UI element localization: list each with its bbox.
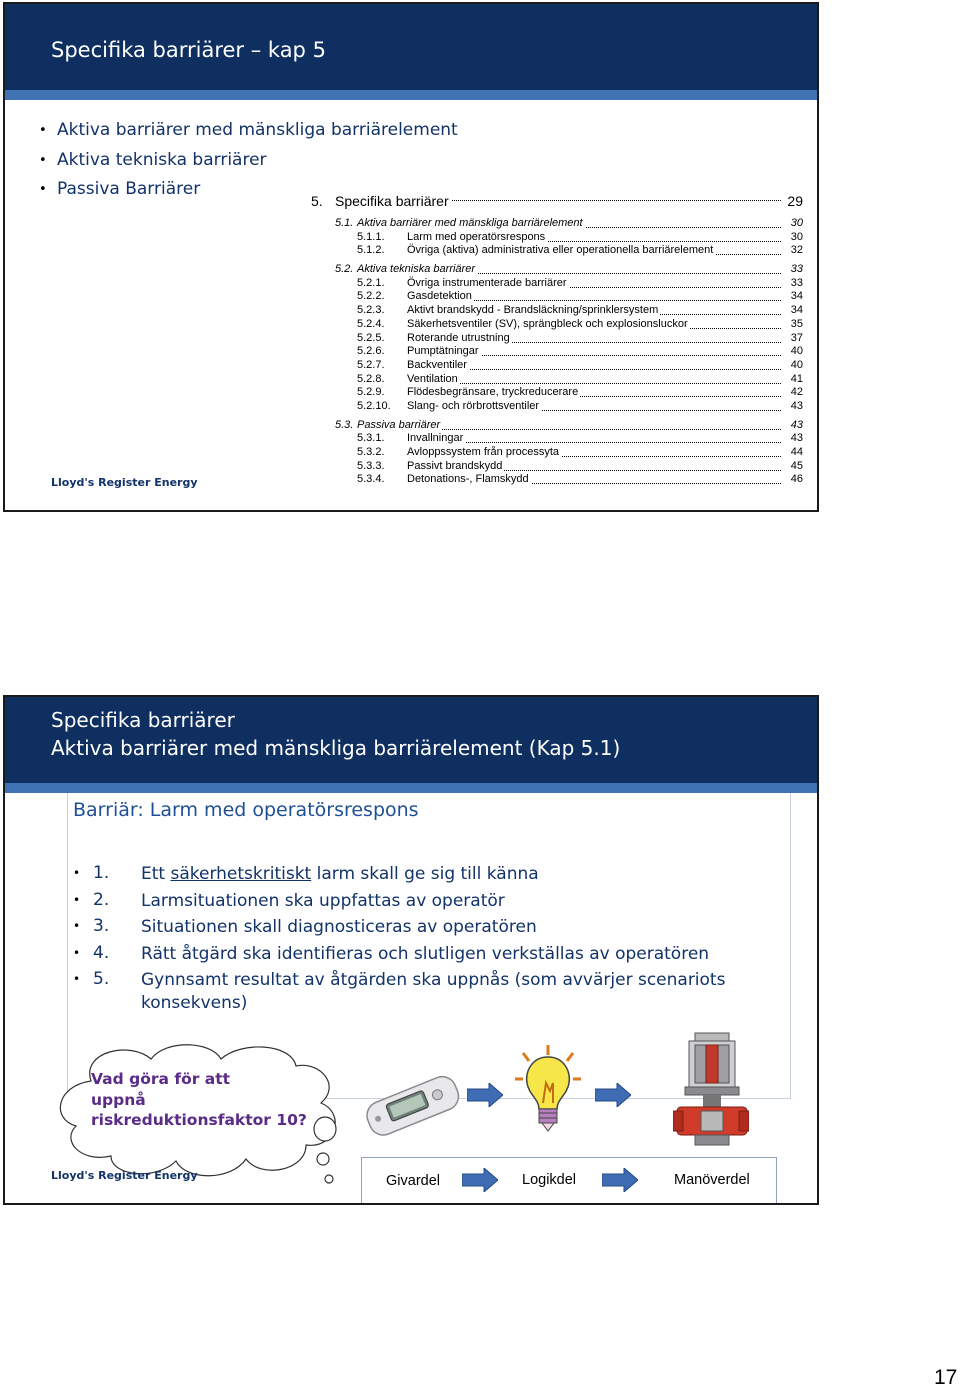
toc-text: Pumptätningar (407, 345, 479, 358)
toc-number: 5.1.1. (357, 230, 385, 243)
toc-page: 30 (790, 230, 803, 243)
toc-page: 30 (790, 217, 803, 229)
slide-2-header (5, 697, 817, 783)
header-strip (5, 783, 817, 793)
manoverdel-label: Manöverdel (674, 1172, 750, 1188)
toc-text: Övriga (aktiva) administrativa eller operationella barriärelement (407, 244, 714, 257)
toc-chapter (307, 190, 803, 212)
toc-page: 41 (790, 372, 803, 385)
toc-page: 40 (790, 345, 803, 358)
toc-number: 5.3.2. (357, 446, 385, 458)
item-text-pre: Ett (141, 864, 171, 884)
toc-page: 43 (790, 399, 803, 412)
toc-page: 34 (790, 290, 803, 303)
toc-text: Avloppssystem från processyta (407, 446, 560, 458)
slide-2-title-line-1: Specifika barriärer (51, 708, 235, 732)
toc-text: Ventilation (407, 372, 458, 385)
toc-item (307, 400, 803, 414)
list-item (73, 939, 761, 966)
logikdel-label: Logikdel (522, 1172, 577, 1188)
arrow-right-icon (595, 1083, 631, 1107)
slide-2-subtitle: Barriär: Larm med operatörsrespons (73, 799, 419, 821)
toc-text: Larm med operatörsrespons (407, 230, 546, 243)
toc-item (307, 318, 803, 332)
toc-number: 5.2.4. (357, 317, 385, 330)
cloud-line: uppnå (91, 1090, 146, 1109)
bullet-dot: • (73, 972, 81, 986)
toc-number: 5.2.6. (357, 345, 385, 358)
toc-number: 5.3. (335, 418, 354, 431)
toc-number: 5.2.8. (357, 372, 385, 385)
page-number: 17 (934, 1366, 958, 1389)
bullet-dot: • (73, 919, 81, 933)
toc-number: 5.2.2. (357, 290, 385, 303)
item-text-pre: Situationen skall diagnosticeras av operatören (141, 917, 537, 937)
slide-1 (3, 2, 819, 512)
list-item (73, 912, 761, 939)
toc-number: 5.2.7. (357, 358, 385, 371)
list-item (73, 859, 761, 886)
arrow-right-icon (602, 1168, 638, 1192)
toc-item (307, 373, 803, 387)
slide-2-title (51, 706, 620, 762)
toc-item (307, 386, 803, 400)
bullet-dot: • (73, 892, 81, 907)
slide-1-title: Specifika barriärer – kap 5 (51, 38, 326, 62)
toc-text: Övriga instrumenterade barriärer (407, 276, 567, 289)
toc-number: 5.1.2. (357, 244, 385, 257)
toc-text: Invallningar (407, 432, 464, 445)
item-number: 1. (93, 863, 110, 883)
bullet-item: • Aktiva barriärer med mänskliga barriärelement (39, 116, 458, 146)
safety-chain-box (361, 1157, 777, 1205)
list-item (73, 886, 761, 913)
header-strip (5, 90, 817, 100)
toc-item (307, 432, 803, 446)
item-text-underlined: säkerhetskritiskt (170, 864, 312, 884)
toc-number: 5.2.9. (357, 386, 385, 399)
toc-section (307, 217, 803, 231)
item-text-pre: Larmsituationen ska uppfattas av operatör (141, 890, 505, 911)
toc-page: 32 (790, 244, 803, 257)
toc-number: 5.3.1. (357, 432, 385, 445)
toc-page: 33 (790, 276, 803, 289)
toc-page: 34 (790, 304, 803, 317)
toc-number: 5.2.1. (357, 276, 385, 289)
slide-1-header (5, 4, 817, 90)
toc-number: 5.2. (335, 263, 354, 276)
bullet-dot: • (73, 866, 81, 880)
numbered-list (73, 859, 761, 1014)
toc-number: 5.3.4. (357, 473, 385, 486)
toc-page: 46 (790, 473, 803, 486)
toc-number: 5.2.3. (357, 304, 385, 317)
item-number: 5. (93, 969, 110, 989)
cloud-question (91, 1069, 307, 1131)
toc-section (307, 263, 803, 277)
toc-page: 29 (787, 193, 803, 209)
toc-page: 35 (790, 317, 803, 330)
item-number: 3. (93, 916, 110, 936)
toc-item (307, 332, 803, 346)
valve-actuator-icon (673, 1031, 749, 1147)
toc-number: 5. (311, 193, 323, 209)
arrow-right-icon (467, 1083, 503, 1107)
givardel-label: Givardel (386, 1173, 440, 1189)
toc-text: Säkerhetsventiler (SV), sprängbleck och explosionsluckor (407, 317, 688, 330)
toc-number: 5.1. (335, 217, 354, 229)
toc-item (307, 244, 803, 258)
toc-page: 40 (790, 358, 803, 371)
toc-text: Aktiva tekniska barriärer (357, 263, 475, 276)
toc-number: 5.2.10. (357, 399, 391, 412)
item-text-pre: Rätt åtgärd ska identifieras och slutligen verkställas av operatören (141, 943, 710, 964)
item-text-pre: Gynnsamt resultat av åtgärden ska uppnås (som avvärjer scenariots konsekvens) (141, 970, 726, 1013)
toc-text: Gasdetektion (407, 290, 472, 303)
item-text (141, 939, 761, 966)
toc-text: Passiva barriärer (357, 418, 441, 431)
toc-page: 45 (790, 459, 803, 472)
cloud-line: riskreduktionsfaktor 10? (91, 1111, 307, 1129)
toc-section (307, 419, 803, 433)
item-number: 4. (93, 942, 110, 963)
slide-2 (3, 695, 819, 1205)
toc-text: Roterande utrustning (407, 331, 510, 344)
toc-text: Passivt brandskydd (407, 459, 503, 472)
toc-item (307, 345, 803, 359)
slide-2-title-line-2: Aktiva barriärer med mänskliga barriärelement (Kap 5.1) (51, 736, 621, 760)
toc-text: Backventiler (407, 358, 467, 371)
toc-item (307, 277, 803, 291)
toc-item (307, 359, 803, 373)
toc-page: 42 (790, 386, 803, 399)
bullet-dot: • (73, 945, 81, 960)
light-bulb-icon (513, 1043, 583, 1139)
toc-page: 33 (790, 263, 803, 276)
bullet-item: • Aktiva tekniska barriärer (39, 146, 458, 176)
toc-item (307, 304, 803, 318)
toc-page: 37 (790, 331, 803, 344)
toc-item (307, 446, 803, 460)
toc-page: 43 (790, 432, 803, 445)
arrow-right-icon (462, 1168, 498, 1192)
toc-text: Slang- och rörbrottsventiler (407, 399, 540, 412)
toc-text: Specifika barriärer (335, 190, 451, 212)
toc-text: Flödesbegränsare, tryckreducerare (407, 386, 579, 399)
item-text-post: larm skall ge sig till känna (311, 864, 539, 884)
item-number: 2. (93, 889, 110, 910)
toc-text: Detonations-, Flamskydd (407, 473, 529, 486)
toc-item (307, 231, 803, 245)
toc-item (307, 460, 803, 474)
toc-number: 5.2.5. (357, 331, 385, 344)
slide-2-footer: Lloyd's Register Energy (51, 1169, 198, 1182)
table-of-contents-image (307, 190, 803, 487)
bullet-item: • Passiva Barriärer (39, 175, 458, 205)
gas-detector-icon (357, 1059, 467, 1149)
slide-1-footer: Lloyd's Register Energy (51, 476, 198, 489)
cloud-line: Vad göra för att (91, 1070, 231, 1088)
item-text (141, 886, 761, 913)
list-item (73, 965, 761, 1014)
item-text (141, 965, 761, 1014)
toc-page: 43 (790, 418, 803, 431)
toc-page: 44 (790, 446, 803, 458)
toc-text: Aktivt brandskydd - Brandsläckning/sprinklersystem (407, 304, 659, 317)
toc-text: Aktiva barriärer med mänskliga barriärelement (357, 217, 583, 229)
toc-item (307, 290, 803, 304)
toc-leader-dots (407, 373, 781, 384)
item-text (141, 912, 761, 939)
toc-item (307, 473, 803, 487)
toc-number: 5.3.3. (357, 459, 385, 472)
item-text (141, 859, 761, 886)
